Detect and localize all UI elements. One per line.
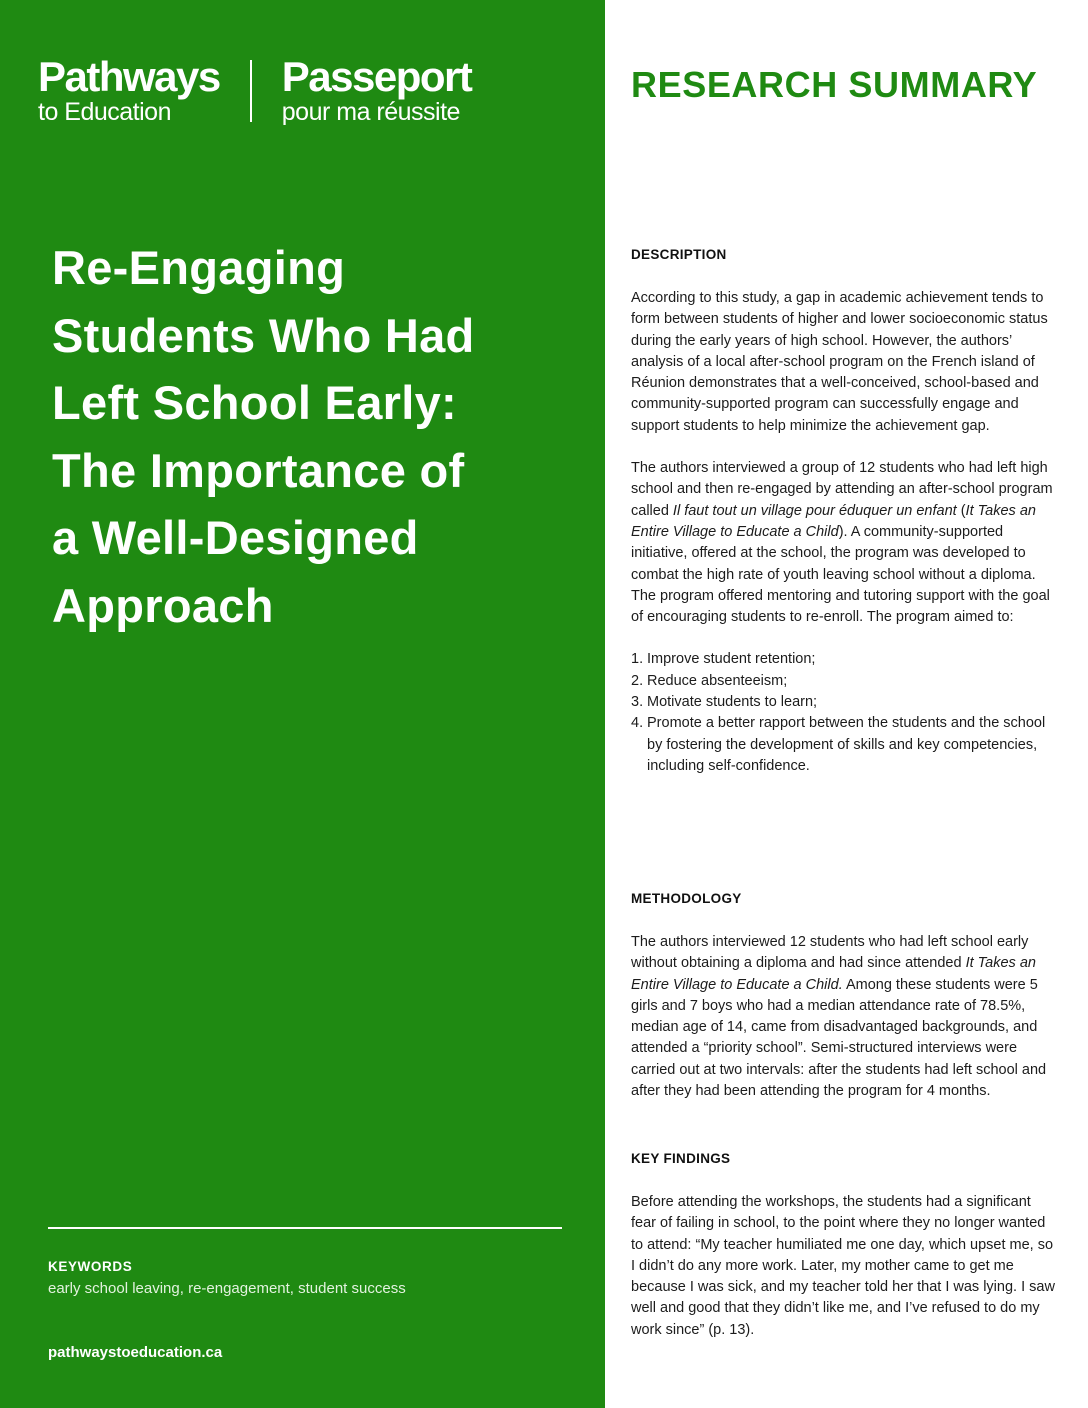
description-p2-text-c: ). A community-supported initiative, offered at the school, the program was developed to combat the high rate of youth leaving school without a diploma. The program offered mentoring and tutoring support with the goal of encouraging students to re-enroll. The program aimed to: (631, 523, 1050, 626)
program-aims-list (631, 649, 1059, 777)
list-item-text: Promote a better rapport between the students and the school by fostering the development of skills and key competencies, including self-confidence. (647, 715, 1046, 774)
methodology-paragraph (631, 932, 1059, 1102)
document-title (52, 234, 572, 639)
logo-french-sub: pour ma réussite (281, 98, 460, 126)
website-link[interactable]: pathwaystoeducation.ca (48, 1344, 223, 1361)
list-item-text: Reduce absenteeism; (647, 672, 788, 689)
list-item-number: 3. (631, 694, 644, 711)
logo-english (38, 53, 220, 126)
title-line: a Well-Designed (52, 511, 419, 564)
list-item (631, 649, 1059, 670)
program-title-english: It Takes an Entire Village to Educate a Child (631, 502, 1036, 540)
description-section (631, 288, 1059, 777)
description-heading: DESCRIPTION (631, 247, 727, 262)
key-findings-heading: KEY FINDINGS (631, 1151, 731, 1166)
title-line: Left School Early: (52, 376, 457, 429)
methodology-section (631, 932, 1059, 1102)
methodology-text-b: Among these students were 5 girls and 7 boys who had a median attendance rate of 78.5%, median age of 14, came from disadvantaged backgrounds, and attended a “priority school”. Semi-structured interviews were carried out at two intervals: after the students had left school and after they had been attending the program for 4 months. (631, 976, 1047, 1100)
methodology-text-a: The authors interviewed 12 students who had left school early without obtaining a diploma and had since attended (631, 934, 1029, 972)
document-type-heading: RESEARCH SUMMARY (631, 64, 1038, 105)
logo-french-main: Passeport (281, 53, 472, 100)
list-item-number: 1. (631, 651, 644, 668)
logo-english-sub: to Education (38, 98, 171, 126)
logo-english-main: Pathways (38, 53, 220, 100)
list-item-text: Improve student retention; (647, 651, 816, 668)
list-item-number: 4. (631, 715, 644, 732)
list-item-number: 2. (631, 672, 644, 689)
program-title-english: It Takes an Entire Village to Educate a Child. (631, 955, 1036, 993)
program-title-french: Il faut tout un village pour éduquer un enfant (672, 502, 957, 519)
title-line: Approach (52, 578, 274, 632)
keywords-label: KEYWORDS (48, 1259, 133, 1274)
description-p2-text-a: The authors interviewed a group of 12 students who had left high school and then re-engaged by attending an after-school program called (631, 460, 1053, 519)
description-p2-text-b: ( (956, 502, 966, 519)
description-paragraph-1: According to this study, a gap in academic achievement tends to form between students of higher and lower socioeconomic status during the early years of high school. However, the authors’ analysis of a local after-school program on the French island of Réunion demonstrates that a well-conceived, school-based and community-supported program can successfully engage and support students to help minimize the achievement gap. (631, 290, 1048, 434)
keywords-text: early school leaving, re-engagement, student success (48, 1280, 406, 1297)
list-item (631, 692, 1059, 713)
list-item (631, 713, 1059, 777)
logo-divider (250, 60, 252, 122)
key-findings-paragraph-1: Before attending the workshops, the students had a significant fear of failing in school, to the point where they no longer wanted to attend: “My teacher humiliated me one day, which upset me, so I didn’t do any more work. Later, my mother came to get me because I was sick, and my teacher told her that I was lying. I saw well and good that they didn’t like me, and I’ve refused to do my work since” (p. 13). (631, 1194, 1055, 1338)
logo-french (281, 53, 472, 126)
title-line: Students Who Had (52, 308, 475, 362)
list-item (631, 671, 1059, 692)
title-line: The Importance of (52, 443, 465, 497)
keywords-divider (48, 1227, 562, 1229)
brand-logo (38, 53, 472, 126)
key-findings-section (631, 1192, 1059, 1341)
description-paragraph-2 (631, 458, 1059, 628)
methodology-heading: METHODOLOGY (631, 891, 742, 906)
list-item-text: Motivate students to learn; (647, 694, 818, 711)
title-line: Re-Engaging (52, 241, 346, 294)
